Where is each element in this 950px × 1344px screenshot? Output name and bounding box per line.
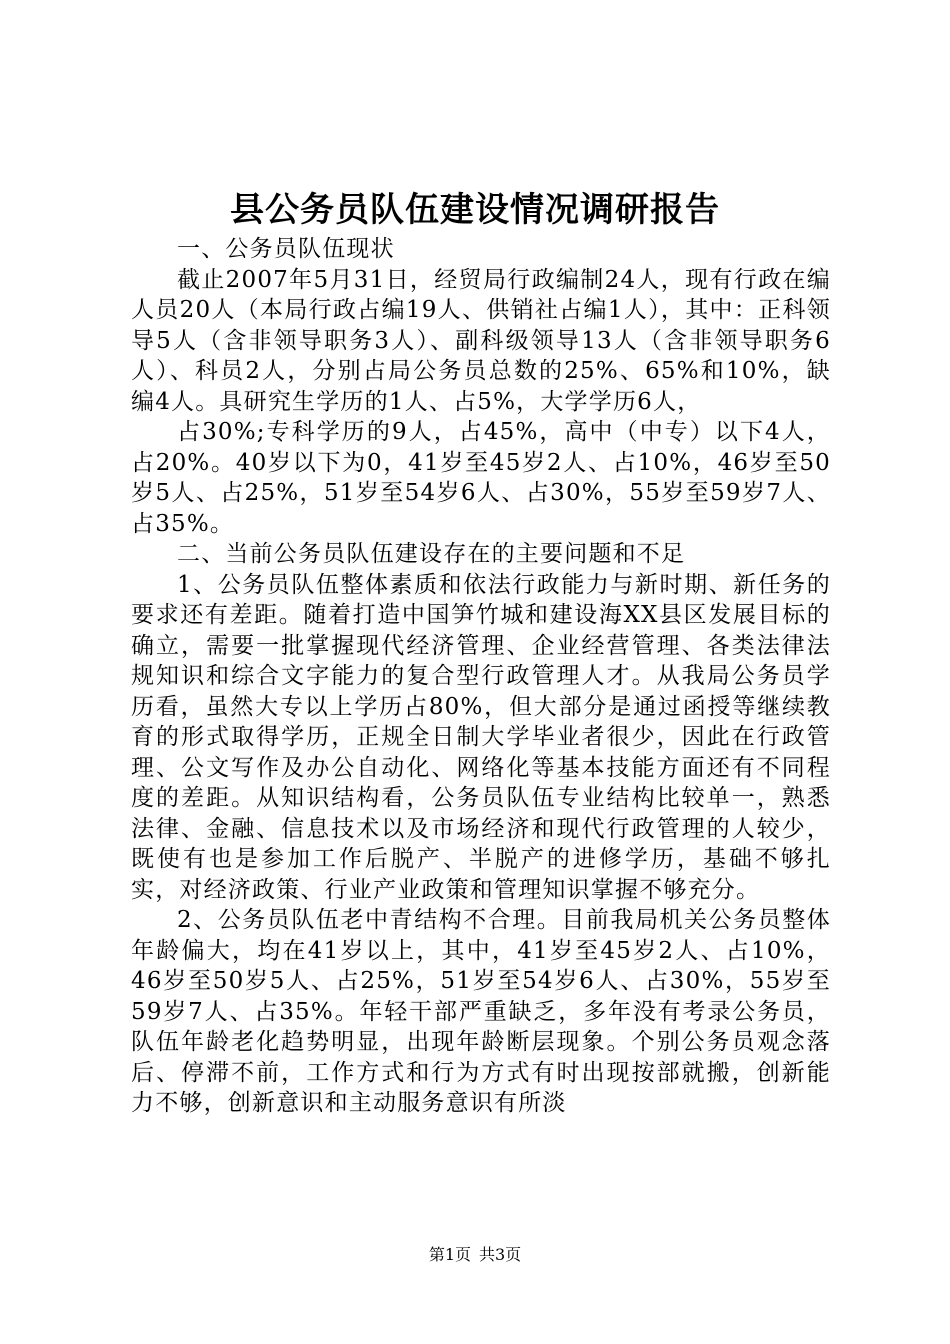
- body-paragraph: 2、公务员队伍老中青结构不合理。目前我局机关公务员整体年龄偏大，均在41岁以上，其中，41岁至45岁2人、占10%，46岁至50岁5人、占25%，51岁至54岁6人、占30%，55岁至59岁7人、占35%。年轻干部严重缺乏，多年没有考录公务员，队伍年龄老化趋势明显，出现年龄断层现象。个别公务员观念落后、停滞不前，工作方式和行为方式有时出现按部就搬，创新能力不够，创新意识和主动服务意识有所淡: [131, 907, 831, 1116]
- body-paragraph: 1、公务员队伍整体素质和依法行政能力与新时期、新任务的要求还有差距。随着打造中国笋竹城和建设海XX县区发展目标的确立，需要一批掌握现代经济管理、企业经营管理、各类法律法规知识和综合文字能力的复合型行政管理人才。从我局公务员学历看，虽然大专以上学历占80%，但大部分是通过函授等继续教育的形式取得学历，正规全日制大学毕业者很少，因此在行政管理、公文写作及办公自动化、网络化等基本技能方面还有不同程度的差距。从知识结构看，公务员队伍专业结构比较单一，熟悉法律、金融、信息技术以及市场经济和现代行政管理的人较少，既使有也是参加工作后脱产、半脱产的进修学历，基础不够扎实，对经济政策、行业产业政策和管理知识掌握不够充分。: [131, 571, 831, 903]
- page-number: 第1页: [428, 1245, 471, 1264]
- section-heading-status: 一、公务员队伍现状: [177, 236, 395, 262]
- page-footer: [0, 1244, 950, 1266]
- page-total: 共3页: [479, 1245, 522, 1264]
- section-heading-problems: 二、当前公务员队伍建设存在的主要问题和不足: [177, 541, 686, 567]
- body-paragraph: 截止2007年5月31日，经贸局行政编制24人，现有行政在编人员20人（本局行政占编19人、供销社占编1人），其中：正科领导5人（含非领导职务3人）、副科级领导13人（含非领导职务6人）、科员2人，分别占局公务员总数的25%、65%和10%，缺编4人。具研究生学历的1人、占5%，大学学历6人，: [131, 266, 831, 415]
- document-title: 县公务员队伍建设情况调研报告: [230, 190, 720, 230]
- document-body: [131, 234, 831, 1119]
- body-paragraph: 占30%;专科学历的9人，占45%，高中（中专）以下4人，占20%。40岁以下为0，41岁至45岁2人、占10%，46岁至50岁5人、占25%，51岁至54岁6人、占30%，55岁至59岁7人、占35%。: [131, 419, 831, 537]
